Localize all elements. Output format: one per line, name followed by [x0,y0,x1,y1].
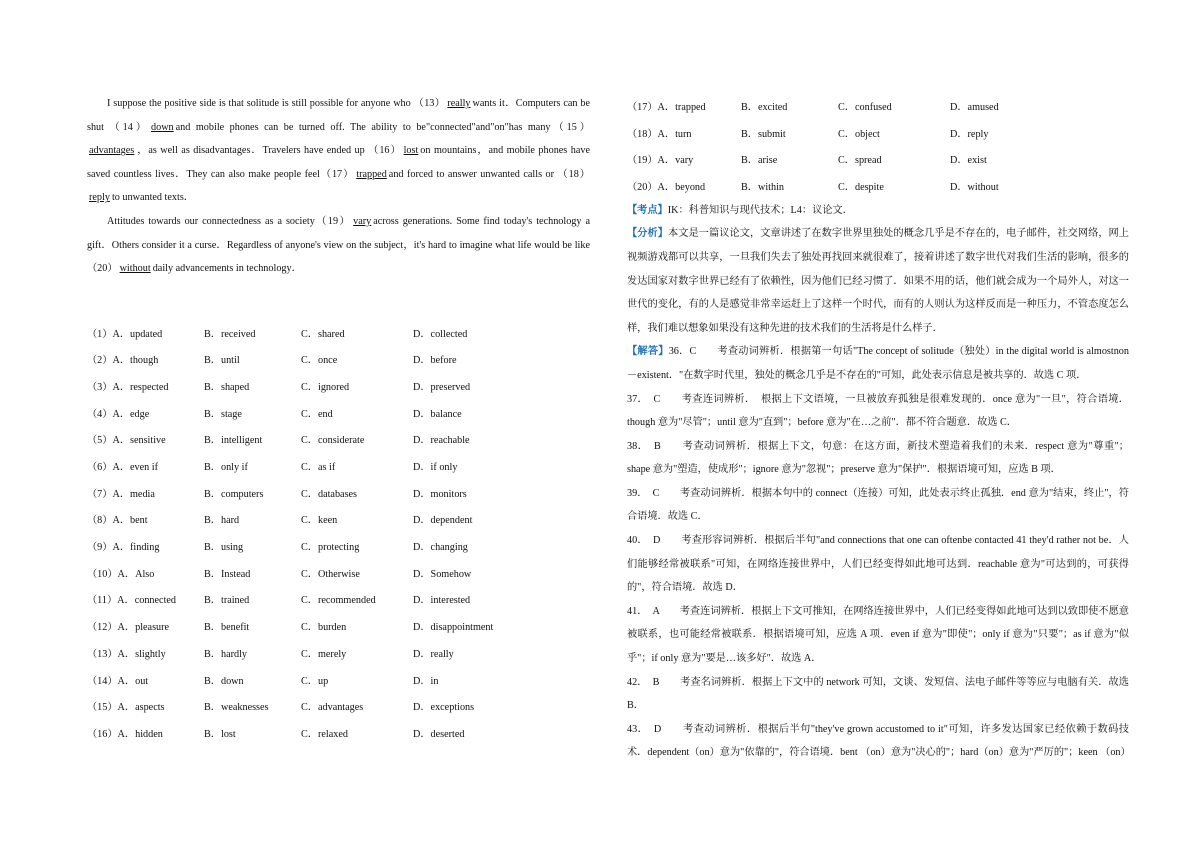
option-d: D．interested [413,595,471,607]
jieda-tag: 【解答】 [627,346,669,358]
option-row [87,639,590,666]
option-c: C．protecting [301,542,360,554]
fenxi-section [627,222,1129,340]
option-a: （20）A．beyond [627,181,706,193]
option-c: C．recommended [301,595,376,607]
answer-blank-13: really [447,98,471,109]
option-d: D．collected [413,328,468,340]
option-b: B．only if [204,462,248,474]
option-b: B．stage [204,408,242,420]
option-c: C．databases [301,488,358,500]
option-d: D．deserted [413,728,465,740]
option-c: C．object [838,128,880,140]
option-c: C．Otherwise [301,568,360,580]
option-row [87,666,590,693]
option-b: B．shaped [204,381,250,393]
passage-text: daily advancements in technology． [152,263,302,275]
options-list [87,319,590,746]
passage-text: ，as well as disadvantages．Travelers have ended up （16） [136,145,402,157]
option-row [87,452,590,479]
option-b: B．intelligent [204,435,263,447]
answer-blank-18: reply [89,192,110,204]
answer-explanation: 39． C 考查动词辨析．根据本句中的 connect（连接）可知，此处表示终止孤独．end 意为"结束，终止"，符合语境．故选 C． [627,487,1129,523]
option-d: D．reachable [413,435,470,447]
option-row [87,612,590,639]
option-d: D．without [950,181,999,193]
option-d: D．monitors [413,488,467,500]
option-a: （9）A．finding [87,542,160,554]
option-row [87,426,590,453]
option-row [627,145,1129,172]
option-d: D．in [413,675,439,687]
option-row [87,372,590,399]
option-a: （6）A．even if [87,462,159,474]
option-b: B．received [204,328,256,340]
option-d: D．really [413,648,454,660]
jieda-items [627,388,1129,766]
option-row [87,319,590,346]
option-a: （12）A．pleasure [87,622,170,634]
option-b: B．until [204,355,240,367]
answer-blank-16: lost [403,145,419,157]
option-a: （10）A．Also [87,568,155,580]
passage-paragraph-1 [87,92,590,210]
option-c: C．relaxed [301,728,348,740]
option-row [627,119,1129,146]
option-b: B．Instead [204,568,251,580]
passage-text: and forced to answer unwanted calls or （18） [388,168,590,180]
option-b: B．weaknesses [204,702,269,714]
option-c: C．ignored [301,381,350,393]
fenxi-tag: 【分析】 [627,228,668,240]
answer-blank-20: without [119,263,151,275]
option-b: B．submit [741,128,786,140]
option-b: B．arise [741,155,778,167]
option-c: C．shared [301,328,345,340]
passage-text: across generations. Some find today's technology a gift．Others consider it a curse．Regardless of anyone's view on the subject，it's hard to imagine what life would be like （20） [87,215,590,275]
answer-blank-15: advantages [89,145,135,157]
option-c: C．up [301,675,329,687]
passage-paragraph-2 [87,210,590,281]
right-column [627,92,1129,765]
option-a: （2）A．though [87,355,159,367]
left-column [87,92,590,746]
kaodian-text: IK：科普知识与现代技术；L4：议论文． [667,204,853,216]
passage-text: Attitudes towards our connectedness as a society（19） [107,215,352,227]
option-c: C．once [301,355,338,367]
option-c: C．as if [301,462,336,474]
option-row [87,479,590,506]
option-c: C．confused [838,101,892,113]
option-a: （7）A．media [87,488,155,500]
option-d: D．changing [413,542,468,554]
option-row [87,399,590,426]
option-c: C．merely [301,648,347,660]
option-b: B．using [204,542,244,554]
option-row [87,586,590,613]
option-d: D．disappointment [413,622,494,634]
option-c: C．advantages [301,702,364,714]
option-c: C．burden [301,622,347,634]
passage-text: on mountains，and mobile phones have saved countless lives．They can also make people feel（17） [87,145,590,180]
option-b: B．hardly [204,648,248,660]
option-a: （16）A．hidden [87,728,163,740]
option-d: D．dependent [413,515,473,527]
option-d: D．amused [950,101,999,113]
option-b: B．benefit [204,622,250,634]
passage-text: to unwanted texts． [111,192,194,204]
passage-text: wants it．Computers can be shut （14） [87,98,591,133]
option-b: B．hard [204,515,240,527]
option-d: D．exceptions [413,702,475,714]
option-b: B．excited [741,101,788,113]
option-d: D．balance [413,408,462,420]
passage-text: and mobile phones can be turned off. The ability to be"connected"and"on"has many（15） [175,121,590,133]
option-row [627,172,1129,199]
option-a: （18）A．turn [627,128,692,140]
option-a: （5）A．sensitive [87,435,166,447]
option-row [627,92,1129,119]
option-a: （1）A．updated [87,328,163,340]
option-b: B．within [741,181,785,193]
option-b: B．lost [204,728,236,740]
option-row [87,345,590,372]
answer-explanation: 38． B 考查动词辨析．根据上下文，句意：在这方面，新技术塑造着我们的未来．respect 意为"尊重"；shape 意为"塑造，使成形"；ignore 意为"忽视"；preserve 意为"保护"．根据语境可知，应选 B 项． [627,440,1129,476]
option-a: （19）A．vary [627,155,694,167]
option-c: C．keen [301,515,338,527]
passage-text: I suppose the positive side is that solitude is still possible for anyone who （13） [107,98,446,109]
option-d: D．if only [413,462,458,474]
option-c: C．spread [838,155,882,167]
answer-explanation: 41． A 考查连词辨析．根据上下文可推知，在网络连接世界中，人们已经变得如此地可达到以致即使不愿意被联系，也可能经常被联系．根据语境可知，应选 A 项．even if 意为"即使"；only if 意为"只要"；as if 意为"似乎"；if only 意为"要是…该多好"．故选 A． [627,605,1129,665]
options-list-continued [627,92,1129,199]
fenxi-text: 本文是一篇议论文，文章讲述了在数字世界里独处的概念几乎是不存在的，电子邮件，社交网络，网上视频游戏都可以共享，一旦我们失去了独处再找回来就很难了，接着讲述了数字世代对我们生活的影响，很多的发达国家对数字世界已经有了依赖性，因为他们已经习惯了．如果不用的话，他们就会成为一个局外人，对这一世代的变化，有的人是感觉非常幸运赶上了这样一个时代，而有的人则认为这样反而是一种压力，不管态度怎么样，我们难以想象如果没有这种先进的技术我们的生活将是什么样子． [627,228,1129,334]
jieda-section [627,340,1129,387]
option-a: （15）A．aspects [87,702,165,714]
option-d: D．reply [950,128,989,140]
option-c: C．despite [838,181,884,193]
option-c: C．considerate [301,435,365,447]
option-a: （11）A．connected [87,595,177,607]
option-b: B．down [204,675,244,687]
option-d: D．Somehow [413,568,472,580]
answer-blank-19: vary [353,215,372,227]
answer-explanation: 43． D 考查动词辨析．根据后半句"they've grown accustomed to it"可知，许多发达国家已经依赖于数码技术．dependent（on）意为"依靠的"，符合语境．bent （on）意为"决心的"；hard（on）意为"严厉的"；keen （on） [627,723,1131,759]
option-a: （8）A．bent [87,515,148,527]
option-a: （17）A．trapped [627,101,706,113]
option-d: D．exist [950,155,987,167]
option-row [87,719,590,746]
option-b: B．trained [204,595,250,607]
option-row [87,692,590,719]
option-c: C．end [301,408,333,420]
answer-explanation: 37． C 考查连词辨析． 根据上下文语境，一旦被放弃孤独是很难发现的．once 意为"一旦"，符合语境．though 意为"尽管"；until 意为"直到"；before 意为"在…之前"．都不符合题意．故选 C． [627,393,1129,429]
answer-explanation: 40． D 考查形容词辨析．根据后半句"and connections that one can oftenbe contacted 41 they'd rather not be．人们能够经常被联系"可知，在网络连接世界中，人们已经变得如此地可达到．reachable 意为"可达到的，可获得的"，符合语境．故选 D． [627,535,1129,594]
kaodian-tag: 【考点】 [627,204,668,216]
answer-blank-14: down [151,121,174,133]
option-row [87,559,590,586]
option-a: （13）A．slightly [87,648,166,660]
jieda-first: 36．C 考查动词辨析．根据第一句话"The concept of solitude（独处）in the digital world is almostnon－existent．"在数字时代里，独处的概念几乎是不存在的"可知，此处表示信息是被共享的．故选 C 项． [627,346,1129,381]
option-row [87,532,590,559]
option-a: （3）A．respected [87,381,169,393]
option-row [87,506,590,533]
option-b: B．computers [204,488,264,500]
option-d: D．preserved [413,381,471,393]
answer-blank-17: trapped [356,168,387,180]
option-d: D．before [413,355,457,367]
kaodian-section [627,199,1129,223]
option-a: （14）A．out [87,675,149,687]
answer-explanation: 42． B 考查名词辨析．根据上下文中的 network 可知，文谈、发短信、法电子邮件等等应与电脑有关．故选 B． [627,676,1129,712]
option-a: （4）A．edge [87,408,150,420]
